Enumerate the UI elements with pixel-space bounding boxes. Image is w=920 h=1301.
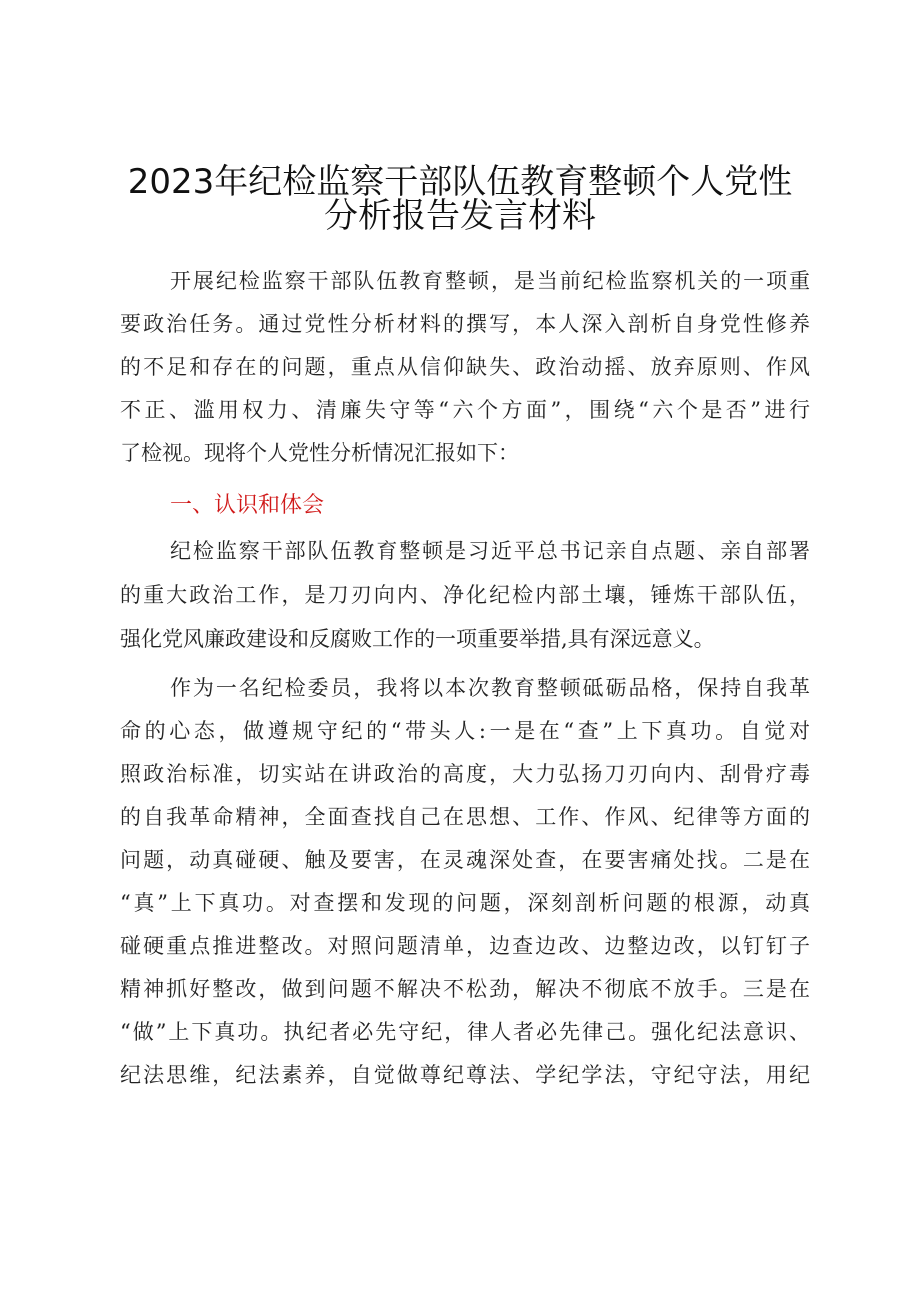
paragraph-line: 命的心态，做遵规守纪的“带头人:一是在“查”上下真功。自觉对 bbox=[120, 719, 810, 743]
document-title-line-2: 分析报告发言材料 bbox=[324, 196, 596, 236]
paragraph-line: “做”上下真功。执纪者必先守纪，律人者必先律己。强化纪法意识、 bbox=[120, 1020, 810, 1044]
document-title-line-1: 2023年纪检监察干部队伍教育整顿个人党性 bbox=[127, 162, 793, 202]
intro-paragraph-line: 不正、滥用权力、清廉失守等“六个方面”，围绕“六个是否”进行 bbox=[120, 398, 810, 422]
intro-paragraph-line: 开展纪检监察干部队伍教育整顿，是当前纪检监察机关的一项重 bbox=[170, 269, 810, 293]
paragraph-line: 作为一名纪检委员，我将以本次教育整顿砥砺品格，保持自我革 bbox=[170, 676, 810, 700]
paragraph-line: 问题，动真碰硬、触及要害，在灵魂深处查，在要害痛处找。二是在 bbox=[120, 848, 810, 872]
section-heading: 一、认识和体会 bbox=[170, 493, 325, 518]
paragraph-line: “真”上下真功。对查摆和发现的问题，深刻剖析问题的根源，动真 bbox=[120, 891, 810, 915]
paragraph-line: 精神抓好整改，做到问题不解决不松劲，解决不彻底不放手。三是在 bbox=[120, 977, 810, 1001]
paragraph-line: 纪法思维，纪法素养，自觉做尊纪尊法、学纪学法，守纪守法，用纪 bbox=[120, 1063, 810, 1087]
paragraph-line: 的重大政治工作，是刀刃向内、净化纪检内部土壤，锤炼干部队伍， bbox=[120, 583, 810, 607]
paragraph-line: 碰硬重点推进整改。对照问题清单，边查边改、边整边改，以钉钉子 bbox=[120, 934, 810, 958]
paragraph-line: 纪检监察干部队伍教育整顿是习近平总书记亲自点题、亲自部署 bbox=[170, 539, 810, 563]
intro-paragraph-line: 了检视。现将个人党性分析情况汇报如下： bbox=[120, 441, 519, 465]
intro-paragraph-line: 要政治任务。通过党性分析材料的撰写，本人深入剖析自身党性修养 bbox=[120, 312, 810, 336]
paragraph-line: 照政治标准，切实站在讲政治的高度，大力弘扬刀刃向内、刮骨疗毒 bbox=[120, 762, 810, 786]
paragraph-line: 强化党风廉政建设和反腐败工作的一项重要举措,具有深远意义。 bbox=[120, 627, 715, 651]
intro-paragraph-line: 的不足和存在的问题，重点从信仰缺失、政治动摇、放弃原则、作风 bbox=[120, 355, 810, 379]
paragraph-line: 的自我革命精神，全面查找自己在思想、工作、作风、纪律等方面的 bbox=[120, 805, 810, 829]
